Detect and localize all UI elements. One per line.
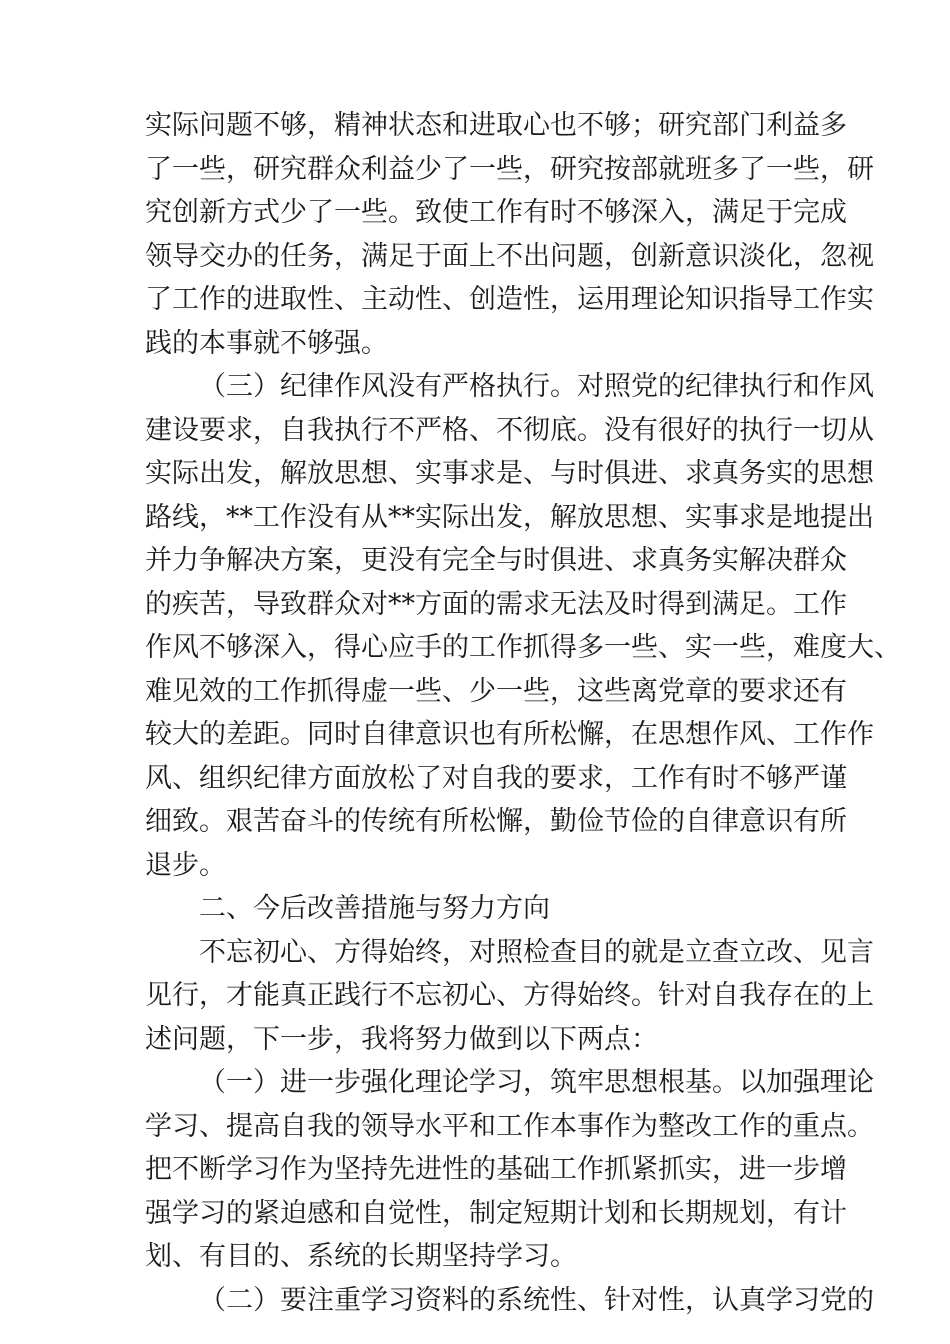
text-line: 难见效的工作抓得虚一些、少一些，这些离党章的要求还有: [145, 675, 847, 707]
section-heading-line: （一）进一步强化理论学习，筑牢思想根基。以加强理论: [199, 1067, 874, 1098]
text-line: 划、有目的、系统的长期坚持学习。: [145, 1241, 577, 1272]
text-line: 实际出发，解放思想、实事求是、与时俱进、求真务实的思想: [145, 458, 874, 489]
text-line: 述问题，下一步，我将努力做到以下两点：: [145, 1023, 658, 1055]
text-line: 实际问题不够，精神状态和进取心也不够；研究部门利益多: [145, 110, 847, 141]
document-body: [145, 104, 901, 1322]
text-line: 领导交办的任务，满足于面上不出问题，创新意识淡化，忽视: [145, 240, 874, 272]
text-line: 路线，**工作没有从**实际出发，解放思想、实事求是地提出: [145, 501, 874, 533]
text-line: 风、组织纪律方面放松了对自我的要求，工作有时不够严谨: [145, 762, 847, 794]
text-line: 的疾苦，导致群众对**方面的需求无法及时得到满足。工作: [145, 588, 847, 620]
text-line: 建设要求，自我执行不严格、不彻底。没有很好的执行一切从: [145, 414, 874, 446]
text-line: 把不断学习作为坚持先进性的基础工作抓紧抓实，进一步增: [145, 1154, 847, 1185]
text-line: 了一些，研究群众利益少了一些，研究按部就班多了一些，研: [145, 153, 874, 185]
paragraph-start-line: 不忘初心、方得始终，对照检查目的就是立查立改、见言: [199, 936, 874, 968]
text-line: 作风不够深入，得心应手的工作抓得多一些、实一些，难度大、: [145, 632, 901, 663]
text-line: 强学习的紧迫感和自觉性，制定短期计划和长期规划，有计: [145, 1197, 847, 1229]
text-line: 了工作的进取性、主动性、创造性，运用理论知识指导工作实: [145, 284, 874, 315]
text-line: 较大的差距。同时自律意识也有所松懈，在思想作风、工作作: [145, 719, 874, 750]
text-line: 见行，才能真正践行不忘初心、方得始终。针对自我存在的上: [145, 980, 874, 1011]
text-line: 学习、提高自我的领导水平和工作本事作为整改工作的重点。: [145, 1110, 874, 1142]
text-line: 究创新方式少了一些。致使工作有时不够深入，满足于完成: [145, 197, 847, 228]
text-line: 践的本事就不够强。: [145, 327, 388, 359]
text-line: 退步。: [145, 849, 226, 881]
section-heading-line: （二）要注重学习资料的系统性、针对性，认真学习党的: [199, 1284, 874, 1316]
section-title: 二、今后改善措施与努力方向: [199, 893, 550, 924]
section-heading-line: （三）纪律作风没有严格执行。对照党的纪律执行和作风: [199, 371, 874, 402]
text-line: 并力争解决方案，更没有完全与时俱进、求真务实解决群众: [145, 545, 847, 576]
text-line: 细致。艰苦奋斗的传统有所松懈，勤俭节俭的自律意识有所: [145, 806, 847, 837]
